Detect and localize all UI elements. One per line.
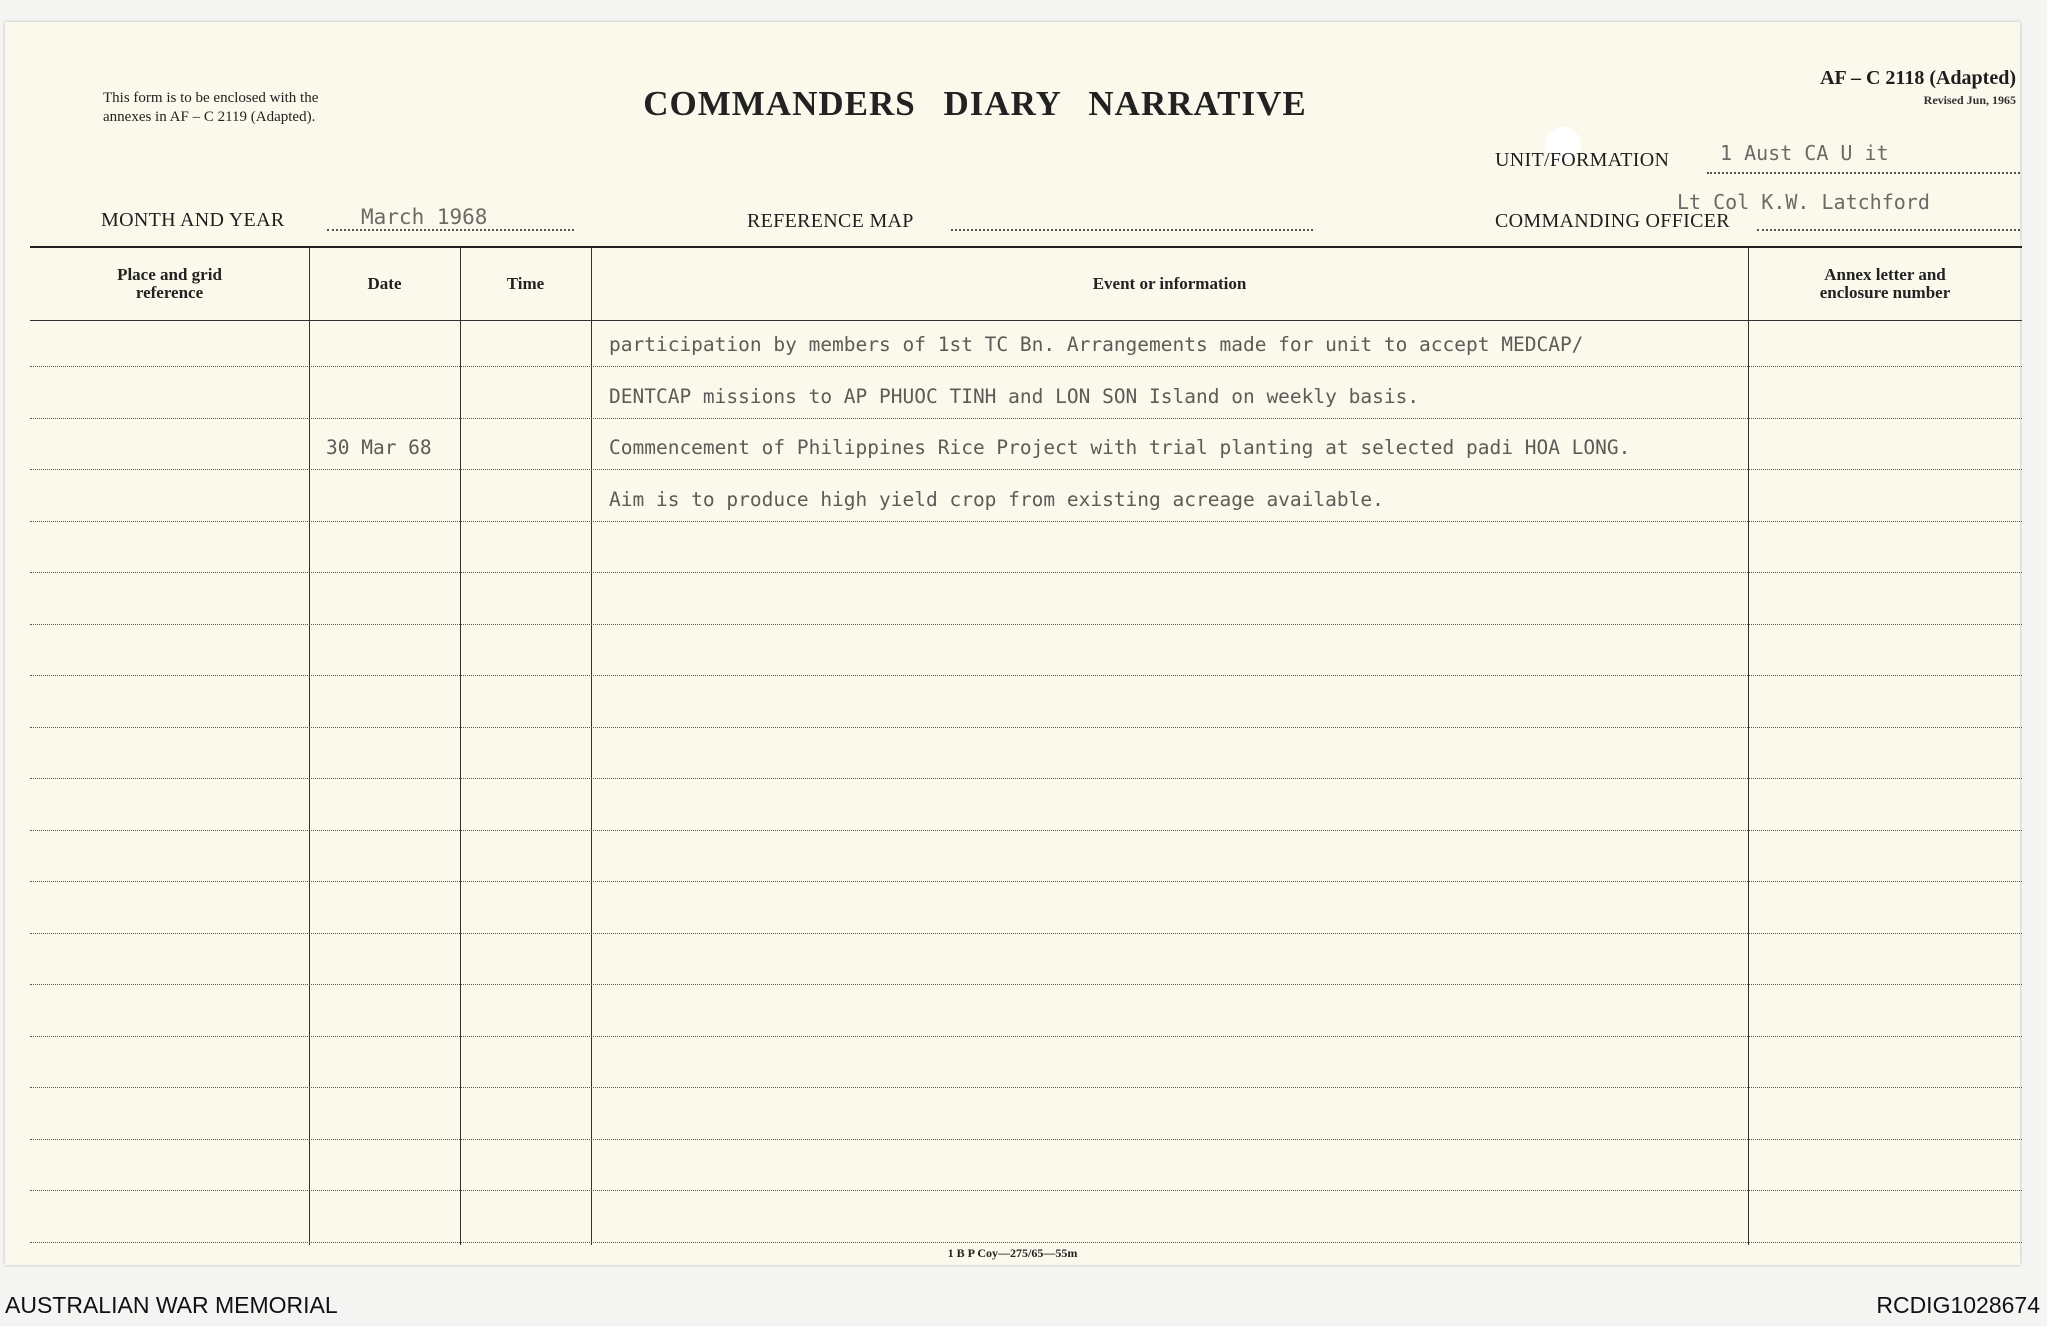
- row-rule: [30, 521, 2022, 522]
- enclosure-instruction: [103, 89, 318, 127]
- header-rule: [30, 320, 2022, 321]
- reference-map-label: REFERENCE MAP: [747, 210, 914, 232]
- printer-code: 1 B P Coy—275/65—55m: [947, 1246, 1078, 1260]
- row-rule: [30, 1139, 2022, 1140]
- revision-date: Revised Jun, 1965: [1923, 93, 2016, 107]
- archive-credit: AUSTRALIAN WAR MEMORIAL: [5, 1292, 338, 1318]
- month-year-dots: [327, 229, 574, 231]
- column-divider: [460, 248, 461, 1245]
- month-year-value: March 1968: [361, 205, 488, 229]
- diary-table: [30, 246, 2022, 1250]
- header-time: [460, 248, 591, 320]
- row-rule: [30, 1087, 2022, 1088]
- row-rule: [30, 933, 2022, 934]
- unit-formation-dots: [1707, 172, 2020, 174]
- row-rule: [30, 830, 2022, 831]
- row-rule: [30, 469, 2022, 470]
- row-rule: [30, 675, 2022, 676]
- unit-formation-label: UNIT/FORMATION: [1495, 149, 1670, 171]
- row-rule: [30, 727, 2022, 728]
- instruction-line-2: annexes in AF – C 2119 (Adapted).: [103, 109, 316, 125]
- header-label: Event or information: [1092, 274, 1247, 293]
- header-label: Date: [367, 274, 402, 293]
- month-year-label: MONTH AND YEAR: [101, 209, 285, 231]
- entry-line-1: participation by members of 1st TC Bn. Arrangements made for unit to accept MEDCAP/: [609, 333, 1584, 356]
- commanding-officer-value: Lt Col K.W. Latchford: [1677, 190, 1930, 214]
- row-rule: [30, 1036, 2022, 1037]
- header-place-grid-reference: [30, 248, 309, 320]
- entry-line-4: Aim is to produce high yield crop from existing acreage available.: [609, 488, 1384, 511]
- entry-line-2: DENTCAP missions to AP PHUOC TINH and LON SON Island on weekly basis.: [609, 385, 1420, 408]
- header-label: Annex letter and enclosure number: [1819, 265, 1951, 302]
- row-rule: [30, 1190, 2022, 1191]
- row-rule: [30, 366, 2022, 367]
- commanding-officer-dots: [1757, 229, 2020, 231]
- entry-line-3: Commencement of Philippines Rice Project with trial planting at selected padi HOA LONG.: [609, 436, 1631, 459]
- diary-page: [5, 22, 2020, 1265]
- form-code: AF – C 2118 (Adapted): [1820, 67, 2016, 89]
- header-label: Place and grid reference: [117, 265, 222, 302]
- column-divider: [309, 248, 310, 1245]
- row-rule: [30, 572, 2022, 573]
- archive-reference: RCDIG1028674: [1876, 1292, 2040, 1318]
- page-title: COMMANDERS DIARY NARRATIVE: [643, 84, 1307, 123]
- reference-map-dots: [951, 229, 1313, 231]
- header-label: Time: [506, 274, 545, 293]
- column-divider: [1748, 248, 1749, 1245]
- row-rule: [30, 624, 2022, 625]
- row-rule: [30, 984, 2022, 985]
- header-event-information: [591, 248, 1748, 320]
- row-rule: [30, 418, 2022, 419]
- commanding-officer-label: COMMANDING OFFICER: [1495, 210, 1730, 232]
- unit-formation-value: 1 Aust CA U it: [1720, 141, 1889, 165]
- row-rule: [30, 778, 2022, 779]
- column-divider: [591, 248, 592, 1245]
- header-date: [309, 248, 460, 320]
- header-annex-enclosure: [1748, 248, 2022, 320]
- instruction-line-1: This form is to be enclosed with the: [103, 90, 319, 106]
- row-rule: [30, 881, 2022, 882]
- row-rule: [30, 1242, 2022, 1243]
- entry-date: 30 Mar 68: [326, 436, 432, 459]
